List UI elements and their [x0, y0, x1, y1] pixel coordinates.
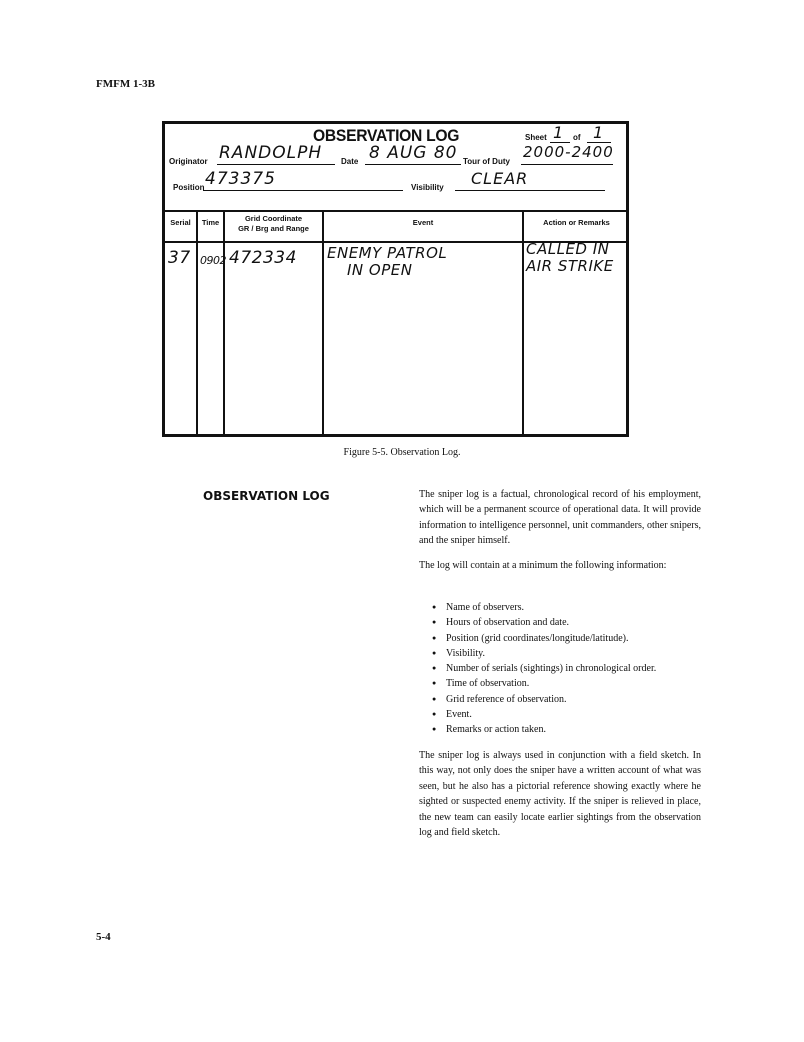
tour-of-duty-label: Tour of Duty: [463, 157, 510, 166]
paragraph-3: The sniper log is always used in conjunction with a field sketch. In this way, not only does the sniper have a written account of what was seen, but he also has a pictorial reference showing exactly where he sighted or suspected enemy activity. If the sniper is relieved in place, the new team can easily locate earlier sightings from the observation log and field sketch.: [419, 750, 701, 839]
list-item: ● Visibility.: [432, 646, 656, 661]
visibility-value: CLEAR: [471, 169, 529, 188]
list-item: ● Position (grid coordinates/longitude/latitude).: [432, 631, 656, 646]
form-header: [165, 124, 626, 212]
date-label: Date: [341, 157, 359, 166]
list-item: ● Hours of observation and date.: [432, 615, 656, 630]
sheet-label: Sheet: [525, 133, 547, 142]
observation-log-form: [162, 121, 629, 437]
list-item: ● Remarks or action taken.: [432, 722, 656, 737]
row-grid: 472334: [229, 248, 297, 268]
section-heading: OBSERVATION LOG: [203, 489, 330, 503]
row-action-line2: AIR STRIKE: [526, 257, 614, 275]
paragraph-1: The sniper log is a factual, chronological record of his employment, which will be a permanent scource of operational data. It will provide information to intelligence personnel, unit commanders, other snipers, and the sniper himself.: [419, 489, 701, 547]
action-column-header: Action or Remarks: [543, 218, 610, 227]
serial-column-header: Serial: [170, 218, 191, 227]
list-item: ● Grid reference of observation.: [432, 692, 656, 707]
row-action: [526, 241, 614, 275]
figure-caption: Figure 5-5. Observation Log.: [343, 447, 461, 458]
date-value: 8 AUG 80: [369, 143, 458, 163]
position-label: Position: [173, 183, 205, 192]
requirements-list: [432, 600, 656, 738]
grid-header-line2: GR / Brg and Range: [238, 224, 309, 233]
list-item: ● Number of serials (sightings) in chronological order.: [432, 661, 656, 676]
of-label: of: [573, 133, 581, 142]
page-number: 5-4: [96, 931, 111, 943]
row-serial: 37: [168, 248, 191, 268]
event-column-header: Event: [412, 218, 434, 227]
originator-value: RANDOLPH: [219, 143, 323, 163]
originator-label: Originator: [169, 157, 208, 166]
form-title: OBSERVATION LOG: [313, 126, 460, 145]
tour-of-duty-value: 2000-2400: [523, 143, 614, 161]
row-event: [327, 245, 447, 279]
paragraph-2: The log will contain at a minimum the following information:: [419, 560, 667, 571]
list-item: ● Name of observers.: [432, 600, 656, 615]
grid-column-header: [225, 214, 322, 234]
row-event-line2: IN OPEN: [347, 261, 413, 279]
list-item: ● Time of observation.: [432, 676, 656, 691]
row-event-line1: ENEMY PATROL: [327, 244, 448, 262]
row-time: 0902: [200, 254, 226, 267]
of-value: 1: [593, 123, 605, 142]
grid-header-line1: Grid Coordinate: [244, 214, 303, 223]
position-value: 473375: [205, 169, 276, 189]
list-item: ● Event.: [432, 707, 656, 722]
sheet-value: 1: [553, 123, 565, 142]
visibility-label: Visibility: [411, 183, 444, 192]
row-action-line1: CALLED IN: [526, 240, 610, 258]
time-column-header: Time: [201, 218, 220, 227]
running-header: FMFM 1-3B: [96, 78, 155, 90]
